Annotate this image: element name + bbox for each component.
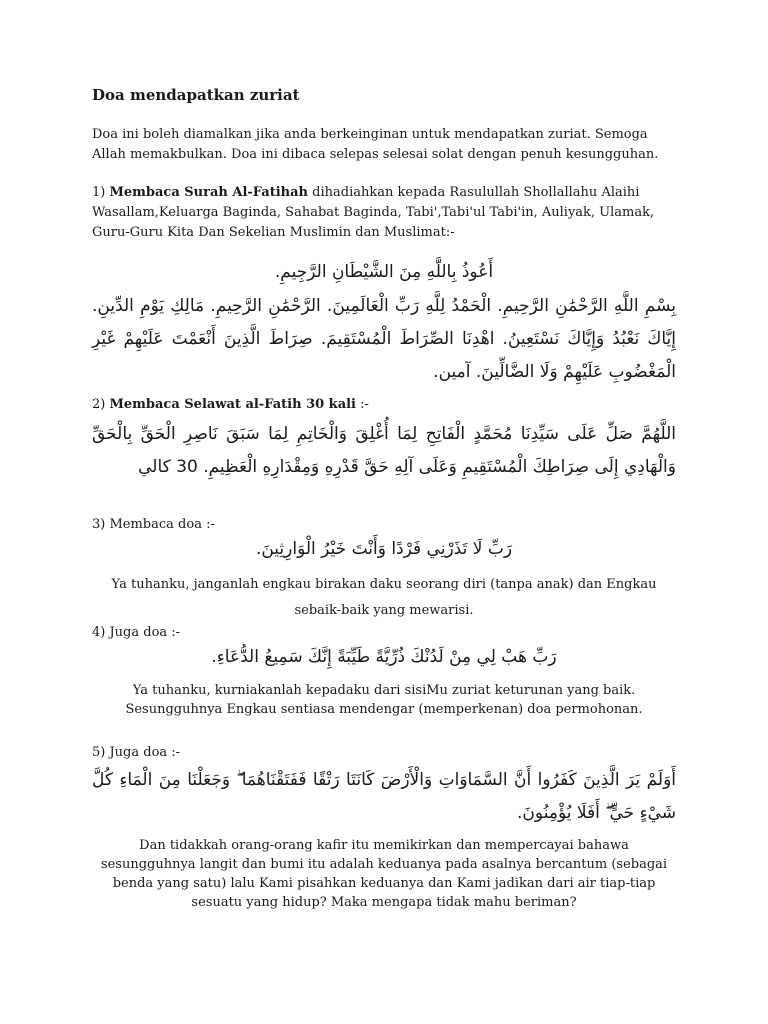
section-1-description: dihadiahkan kepada Rasulullah Shollallahu Alaihi Wasallam,Keluarga Baginda, Sahabat Baginda, Tabi',Tabi'ul Tabi'in, Auliyak, Ulamak, Guru-Guru Kita Dan Sekelian Muslimin dan Muslimat:- <box>92 185 655 240</box>
section-4-arabic: رَبِّ هَبْ لِي مِنْ لَدُنْكَ ذُرِّيَّةً طَيِّبَةً إِنَّكَ سَمِيعُ الدُّعَاءِ. <box>211 647 557 667</box>
section-5-heading: 5) Juga doa :- <box>92 745 181 760</box>
fatihah-arabic: بِسْمِ اللَّهِ الرَّحْمَٰنِ الرَّحِيمِ. الْحَمْدُ لِلَّهِ رَبِّ الْعَالَمِينَ. الرَّحْمَٰنِ الرَّحِيمِ. مَالِكِ يَوْمِ الدِّينِ. إِيَّاكَ نَعْبُدُ وَإِيَّاكَ نَسْتَعِينُ. اهْدِنَا الصِّرَاطَ الْمُسْتَقِيمَ. صِرَاطَ الَّذِينَ أَنْعَمْتَ عَلَيْهِمْ غَيْرِ الْمَغْضُوبِ عَلَيْهِمْ وَلَا الضَّالِّينَ. آمين. <box>92 296 676 382</box>
intro-paragraph: Doa ini boleh diamalkan jika anda berkeinginan untuk mendapatkan zuriat. Semoga Allah memakbulkan. Doa ini dibaca selepas selesai solat dengan penuh kesungguhan. <box>92 127 659 162</box>
section-4-translation: Ya tuhanku, kurniakanlah kepadaku dari sisiMu zuriat keturunan yang baik. Sesungguhnya Engkau sentiasa mendengar (memperkenan) doa permohonan. <box>125 683 643 717</box>
section-2-heading <box>92 395 676 415</box>
selawat-arabic: اللَّهُمَّ صَلِّ عَلَى سَيِّدِنَا مُحَمَّدٍ الْفَاتِحِ لِمَا أُغْلِقَ وَالْخَاتِمِ لِمَا سَبَقَ نَاصِرِ الْحَقِّ بِالْحَقِّ وَالْهَادِي إِلَى صِرَاطِكَ الْمُسْتَقِيمِ وَعَلَى آلِهِ حَقَّ قَدْرِهِ وَمِقْدَارِهِ الْعَظِيمِ. 30 كالي <box>92 424 676 477</box>
section-2-suffix: :- <box>360 397 369 412</box>
section-5-arabic: أَوَلَمْ يَرَ الَّذِينَ كَفَرُوا أَنَّ السَّمَاوَاتِ وَالْأَرْضَ كَانَتَا رَتْقًا فَفَتَقْنَاهُمَا ۖ وَجَعَلْنَا مِنَ الْمَاءِ كُلَّ شَيْءٍ حَيٍّ ۖ أَفَلَا يُؤْمِنُونَ. <box>92 770 676 823</box>
section-3-heading: 3) Membaca doa :- <box>92 517 215 532</box>
section-3-translation: Ya tuhanku, janganlah engkau birakan daku seorang diri (tanpa anak) dan Engkau sebaik-baik yang mewarisi. <box>111 577 657 618</box>
section-4-heading: 4) Juga doa :- <box>92 625 181 640</box>
section-1-bold-label: Membaca Surah Al-Fatihah <box>109 185 309 200</box>
section-2-number: 2) <box>92 397 106 412</box>
section-3-arabic: رَبِّ لَا تَذَرْنِي فَرْدًا وَأَنْتَ خَيْرُ الْوَارِثِينَ. <box>255 539 513 559</box>
document-title: Doa mendapatkan zuriat <box>92 86 300 104</box>
section-1-number: 1) <box>92 185 106 200</box>
taawudz-arabic: أَعُوذُ بِاللَّهِ مِنَ الشَّيْطَانِ الرَّجِيمِ. <box>274 262 494 282</box>
section-2-bold-label: Membaca Selawat al-Fatih 30 kali <box>109 397 356 412</box>
section-1-heading <box>92 183 676 243</box>
section-5-translation: Dan tidakkah orang-orang kafir itu memikirkan dan mempercayai bahawa sesungguhnya langit dan bumi itu adalah keduanya pada asalnya bercantum (sebagai benda yang satu) lalu Kami pisahkan keduanya dan Kami jadikan dari air tiap-tiap sesuatu yang hidup? Maka mengapa tidak mahu beriman? <box>100 838 668 910</box>
